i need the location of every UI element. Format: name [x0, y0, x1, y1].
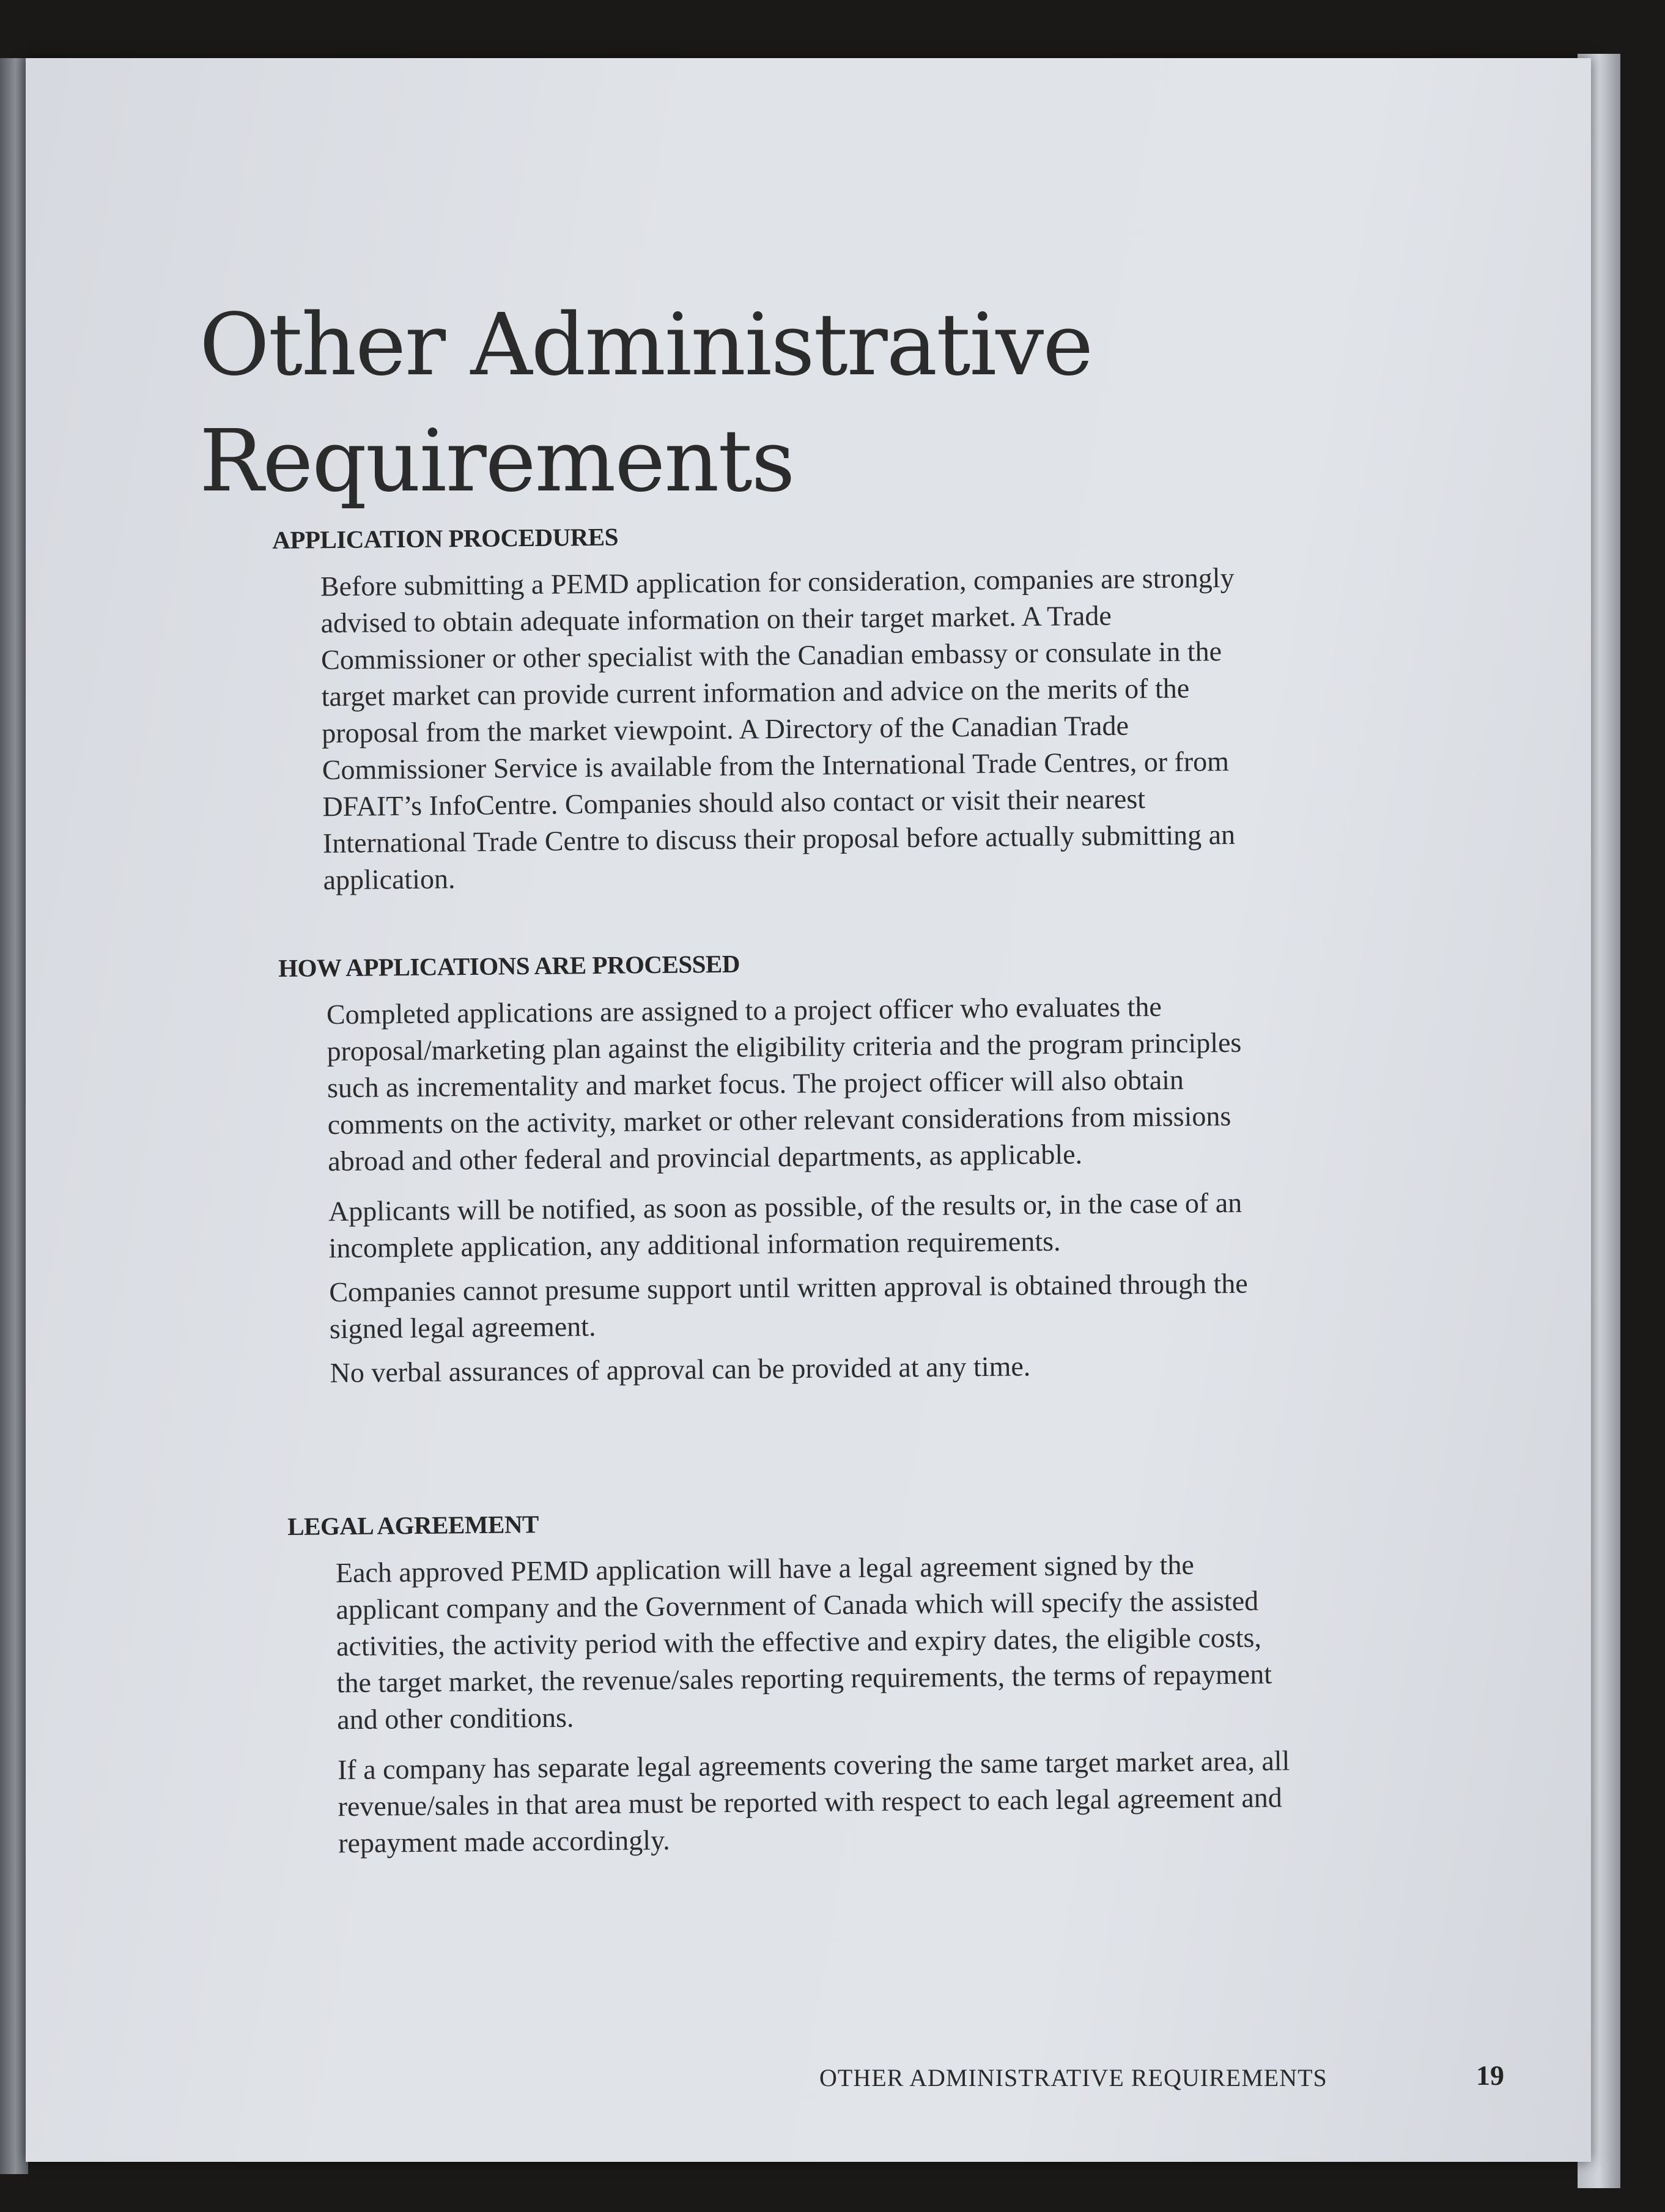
section-paragraph: No verbal assurances of approval can be provided at any time.	[330, 1350, 1031, 1389]
section-paragraph: Companies cannot presume support until written approval is obtained through the signed legal agreement.	[329, 1267, 1248, 1345]
section-how-applications-are-processed	[278, 943, 1322, 1405]
running-footer-title: OTHER ADMINISTRATIVE REQUIREMENTS	[819, 2064, 1327, 2092]
section-legal-agreement	[287, 1501, 1331, 1876]
page-title-line-2: Requirements	[199, 412, 794, 511]
section-paragraph: Each approved PEMD application will have a legal agreement signed by the applicant company and the Government of Canada which will specify the assisted activities, the activity period with the effective and expiry dates, the eligible costs, the target market, the revenue/sales reporting requirements, the terms of repayment and other conditions.	[335, 1548, 1272, 1736]
book-page	[26, 58, 1591, 2162]
previous-page-edge	[0, 58, 28, 2174]
section-heading: HOW APPLICATIONS ARE PROCESSED	[278, 949, 740, 982]
section-paragraph: Applicants will be notified, as soon as possible, of the results or, in the case of an incomplete application, any additional information requirements.	[328, 1186, 1242, 1264]
section-application-procedures	[272, 515, 1315, 912]
section-heading: APPLICATION PROCEDURES	[272, 522, 619, 554]
section-paragraph: Before submitting a PEMD application for consideration, companies are strongly advised to obtain adequate information on their target market. A Trade Commissioner or other specialist with the Canadian embassy or consulate in the target market can provide current information and advice on the merits of the proposal from the market viewpoint. A Directory of the Canadian Trade Commissioner Service is available from the International Trade Centres, or from DFAIT’s InfoCentre. Companies should also contact or visit their nearest International Trade Centre to discuss their proposal before actually submitting an application.	[320, 561, 1236, 896]
page-number: 19	[1476, 2060, 1504, 2091]
section-paragraph: If a company has separate legal agreements covering the same target market area, all revenue/sales in that area must be reported with respect to each legal agreement and repayment made accordingly.	[337, 1745, 1290, 1859]
page-title	[199, 287, 1092, 520]
section-paragraph: Completed applications are assigned to a project officer who evaluates the proposal/marketing plan against the eligibility criteria and the program principles such as incrementality and market focus. The project officer will also obtain comments on the activity, market or other relevant considerations from missions abroad and other federal and provincial departments, as applicable.	[326, 991, 1242, 1177]
page-title-line-1: Other Administrative	[199, 295, 1093, 395]
section-heading: LEGAL AGREEMENT	[287, 1510, 539, 1541]
